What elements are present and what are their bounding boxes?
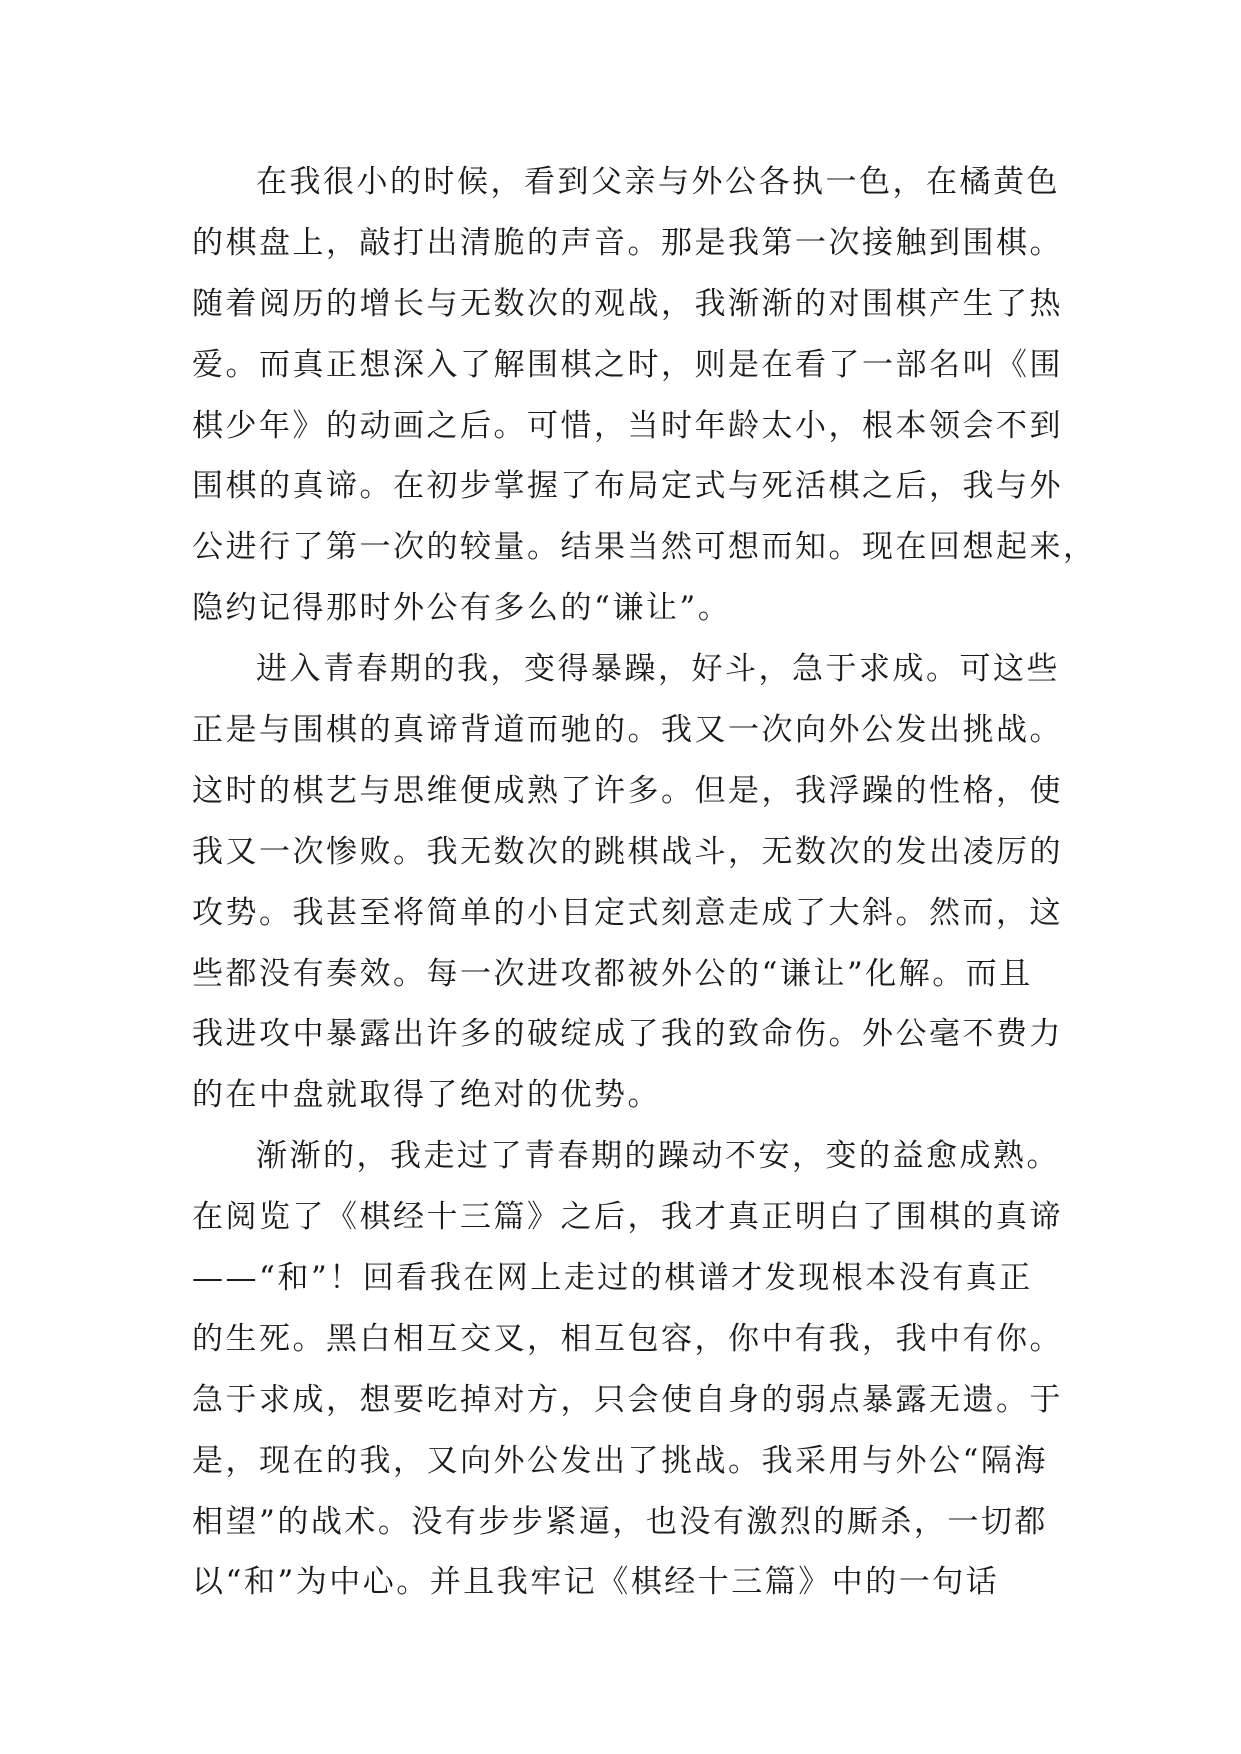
paragraph-2-line: 正是与围棋的真谛背道而驰的。我又一次向外公发出挑战。 [192, 712, 1063, 749]
paragraph-3-line: 相望”的战术。没有步步紧逼，也没有激烈的厮杀，一切都 [192, 1503, 1048, 1540]
paragraph-3-line: 以“和”为中心。并且我牢记《棋经十三篇》中的一句话 [192, 1564, 1000, 1601]
paragraph-1-line: 在我很小的时候，看到父亲与外公各执一色，在橘黄色 [256, 164, 1060, 200]
document-body [192, 152, 1097, 1613]
paragraph-2-line: 的在中盘就取得了绝对的优势。 [192, 1077, 661, 1114]
paragraph-3-line: 的生死。黑白相互交叉，相互包容，你中有我，我中有你。 [192, 1320, 1063, 1357]
paragraph-2-line: 我又一次惨败。我无数次的跳棋战斗，无数次的发出凌厉的 [192, 833, 1063, 870]
paragraph-2-line: 攻势。我甚至将简单的小目定式刻意走成了大斜。然而，这 [192, 894, 1063, 931]
paragraph-3-line: 急于求成，想要吃掉对方，只会使自身的弱点暴露无遗。于 [192, 1381, 1063, 1418]
paragraph-1-line: 围棋的真谛。在初步掌握了布局定式与死活棋之后，我与外 [192, 468, 1063, 505]
paragraph-3-line: 渐渐的，我走过了青春期的躁动不安，变的益愈成熟。 [256, 1138, 1060, 1175]
paragraph-1-line: 棋少年》的动画之后。可惜，当时年龄太小，根本领会不到 [192, 407, 1063, 444]
paragraph-1-line: 的棋盘上，敲打出清脆的声音。那是我第一次接触到围棋。 [192, 224, 1063, 261]
paragraph-2-line: 我进攻中暴露出许多的破绽成了我的致命伤。外公毫不费力 [192, 1016, 1063, 1053]
paragraph-2-line: 这时的棋艺与思维便成熟了许多。但是，我浮躁的性格，使 [192, 772, 1063, 809]
paragraph-1-line: 随着阅历的增长与无数次的观战，我渐渐的对围棋产生了热 [192, 285, 1063, 322]
paragraph-2-line: 些都没有奏效。每一次进攻都被外公的“谦让”化解。而且 [192, 955, 1033, 992]
paragraph-1-line: 公进行了第一次的较量。结果当然可想而知。现在回想起来， [192, 529, 1097, 566]
paragraph-2-line: 进入青春期的我，变得暴躁，好斗，急于求成。可这些 [256, 651, 1060, 688]
paragraph-3-line: ——“和”！回看我在网上走过的棋谱才发现根本没有真正 [192, 1260, 1033, 1297]
paragraph-3-line: 在阅览了《棋经十三篇》之后，我才真正明白了围棋的真谛 [192, 1199, 1063, 1236]
paragraph-1-line: 隐约记得那时外公有多么的“谦让”。 [192, 590, 732, 627]
paragraph-3-line: 是，现在的我，又向外公发出了挑战。我采用与外公“隔海 [192, 1442, 1048, 1479]
paragraph-1-line: 爱。而真正想深入了解围棋之时，则是在看了一部名叫《围 [192, 346, 1063, 383]
